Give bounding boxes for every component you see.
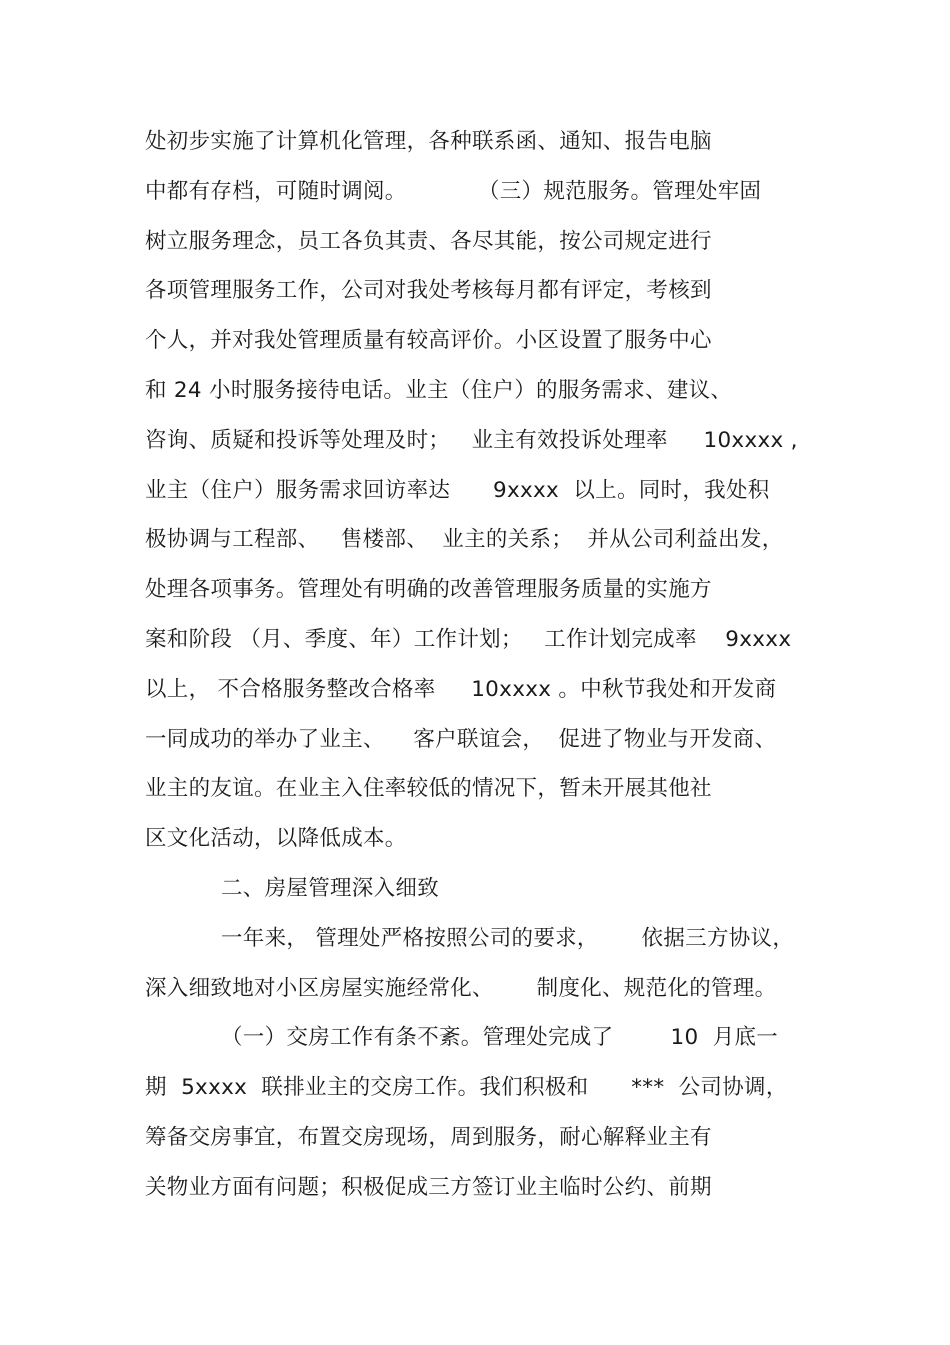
text-line: 以上， 不合格服务整改合格率 10xxxx 。中秋节我处和开发商	[145, 677, 777, 702]
text-line: 深入细致地对小区房屋实施经常化、 制度化、规范化的管理。	[145, 976, 777, 1001]
text-line: 一同成功的举办了业主、 客户联谊会， 促进了物业与开发商、	[145, 727, 777, 752]
text-line: 业主的友谊。在业主入住率较低的情况下，暂未开展其他社	[145, 776, 712, 801]
text-line: 一年来， 管理处严格按照公司的要求， 依据三方协议，	[221, 926, 795, 951]
text-line: 树立服务理念，员工各负其责、各尽其能，按公司规定进行	[145, 229, 712, 254]
text-line: 中都有存档，可随时调阅。 （三）规范服务。管理处牢固	[145, 179, 762, 204]
text-line: 个人，并对我处管理质量有较高评价。小区设置了服务中心	[145, 328, 712, 353]
text-line: 处理各项事务。管理处有明确的改善管理服务质量的实施方	[145, 577, 712, 602]
text-line: 筹备交房事宜，布置交房现场，周到服务，耐心解释业主有	[145, 1125, 712, 1150]
text-line: 各项管理服务工作，公司对我处考核每月都有评定，考核到	[145, 278, 712, 303]
text-line: 关物业方面有问题；积极促成三方签订业主临时公约、前期	[145, 1175, 712, 1200]
subsection-heading: （一）交房工作有条不紊。管理处完成了 10 月底一	[221, 1025, 779, 1050]
text-line: 业主（住户）服务需求回访率达 9xxxx 以上。同时，我处积	[145, 478, 770, 503]
text-line: 期 5xxxx 联排业主的交房工作。我们积极和 *** 公司协调，	[145, 1075, 788, 1100]
text-line: 和 24 小时服务接待电话。业主（住户）的服务需求、建议、	[145, 378, 733, 403]
text-line: 区文化活动，以降低成本。	[145, 826, 407, 851]
section-heading: 二、房屋管理深入细致	[221, 876, 440, 901]
text-line: 极协调与工程部、 售楼部、 业主的关系； 并从公司利益出发，	[145, 527, 784, 552]
text-line: 案和阶段 （月、季度、年）工作计划； 工作计划完成率 9xxxx	[145, 627, 792, 652]
text-line: 咨询、质疑和投诉等处理及时； 业主有效投诉处理率 10xxxx ,	[145, 428, 798, 453]
text-line: 处初步实施了计算机化管理，各种联系函、通知、报告电脑	[145, 129, 712, 154]
